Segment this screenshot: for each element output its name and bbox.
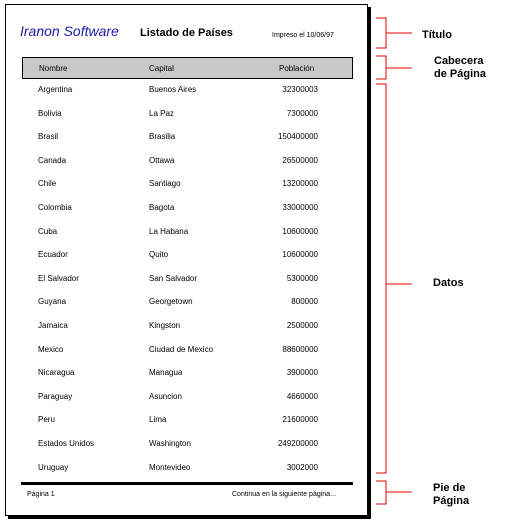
population-value: 3900000 [286,368,318,378]
callout-page-header-line1: Cabecera [434,55,484,67]
company-name: Iranon Software [20,23,119,39]
population-value: 21600000 [282,415,318,425]
report-title: Listado de Países [140,27,233,39]
country-name: Peru [38,415,55,425]
population-value: 249200000 [277,439,318,448]
population-value: 3002000 [286,462,318,472]
column-header-population: Población [279,64,315,73]
country-name: Cuba [38,226,58,236]
population-value: 5300000 [286,273,318,283]
population-value: 26500000 [282,155,318,165]
capital-name: Ottawa [149,155,175,165]
capital-name: La Paz [149,108,174,118]
capital-name: Brasilia [149,132,176,142]
column-header-capital: Capital [149,64,174,73]
callout-page-footer [433,482,469,508]
title-bracket [376,18,412,48]
column-header-name: Nombre [39,64,68,73]
capital-name: Kingston [149,321,181,330]
capital-name: Managua [149,368,183,378]
capital-name: San Salvador [149,273,198,283]
capital-name: Bagota [149,203,175,212]
capital-name: Santiago [149,179,181,189]
country-name: Ecuador [38,250,68,260]
capital-name: Quito [149,250,169,260]
callout-title: Título [422,29,452,41]
country-name: Estados Unidos [38,439,95,448]
footer-page-number: Página 1 [27,491,55,498]
printed-date: Impreso el 10/06/97 [272,32,334,39]
country-name: Mexico [38,344,64,354]
country-name: Chile [38,179,57,189]
country-name: Nicaragua [38,368,75,378]
country-name: El Salvador [38,273,79,283]
page-footer-bracket [376,481,412,504]
callout-data: Datos [433,277,464,289]
footer-continues: Continua en la siguiente página... [232,491,336,498]
country-name: Colombia [38,203,72,212]
population-value: 150400000 [277,132,318,142]
population-value: 33000000 [282,203,318,212]
data-bracket [376,84,412,473]
callout-page-header [434,55,486,81]
callout-page-footer-line2: Página [433,495,470,507]
population-value: 88600000 [282,344,318,354]
capital-name: Lima [149,415,167,425]
population-value: 10600000 [282,226,318,236]
country-name: Uruguay [38,462,69,472]
country-name: Guyana [38,297,67,307]
callout-page-header-line2: de Página [434,68,486,80]
capital-name: Georgetown [149,297,193,307]
capital-name: Asuncion [149,391,182,401]
country-name: Canada [38,155,67,165]
country-name: Jamaica [38,321,68,330]
population-value: 800000 [291,297,318,307]
country-name: Paraguay [38,391,73,401]
page-header-bracket [376,56,412,79]
capital-name: Ciudad de Mexico [149,344,214,354]
callout-page-footer-line1: Pie de [433,482,466,494]
country-name: Brasil [38,132,59,142]
capital-name: Buenos Aires [149,85,197,94]
population-value: 13200000 [282,179,318,189]
country-name: Argentina [38,85,73,94]
population-value: 2500000 [286,321,318,330]
population-value: 4660000 [286,391,318,401]
population-value: 10600000 [282,250,318,260]
population-value: 32300003 [282,85,318,94]
capital-name: Montevideo [149,462,191,472]
country-name: Bolivia [38,108,62,118]
population-value: 7300000 [286,108,318,118]
capital-name: La Habana [149,226,189,236]
capital-name: Washington [149,439,191,448]
